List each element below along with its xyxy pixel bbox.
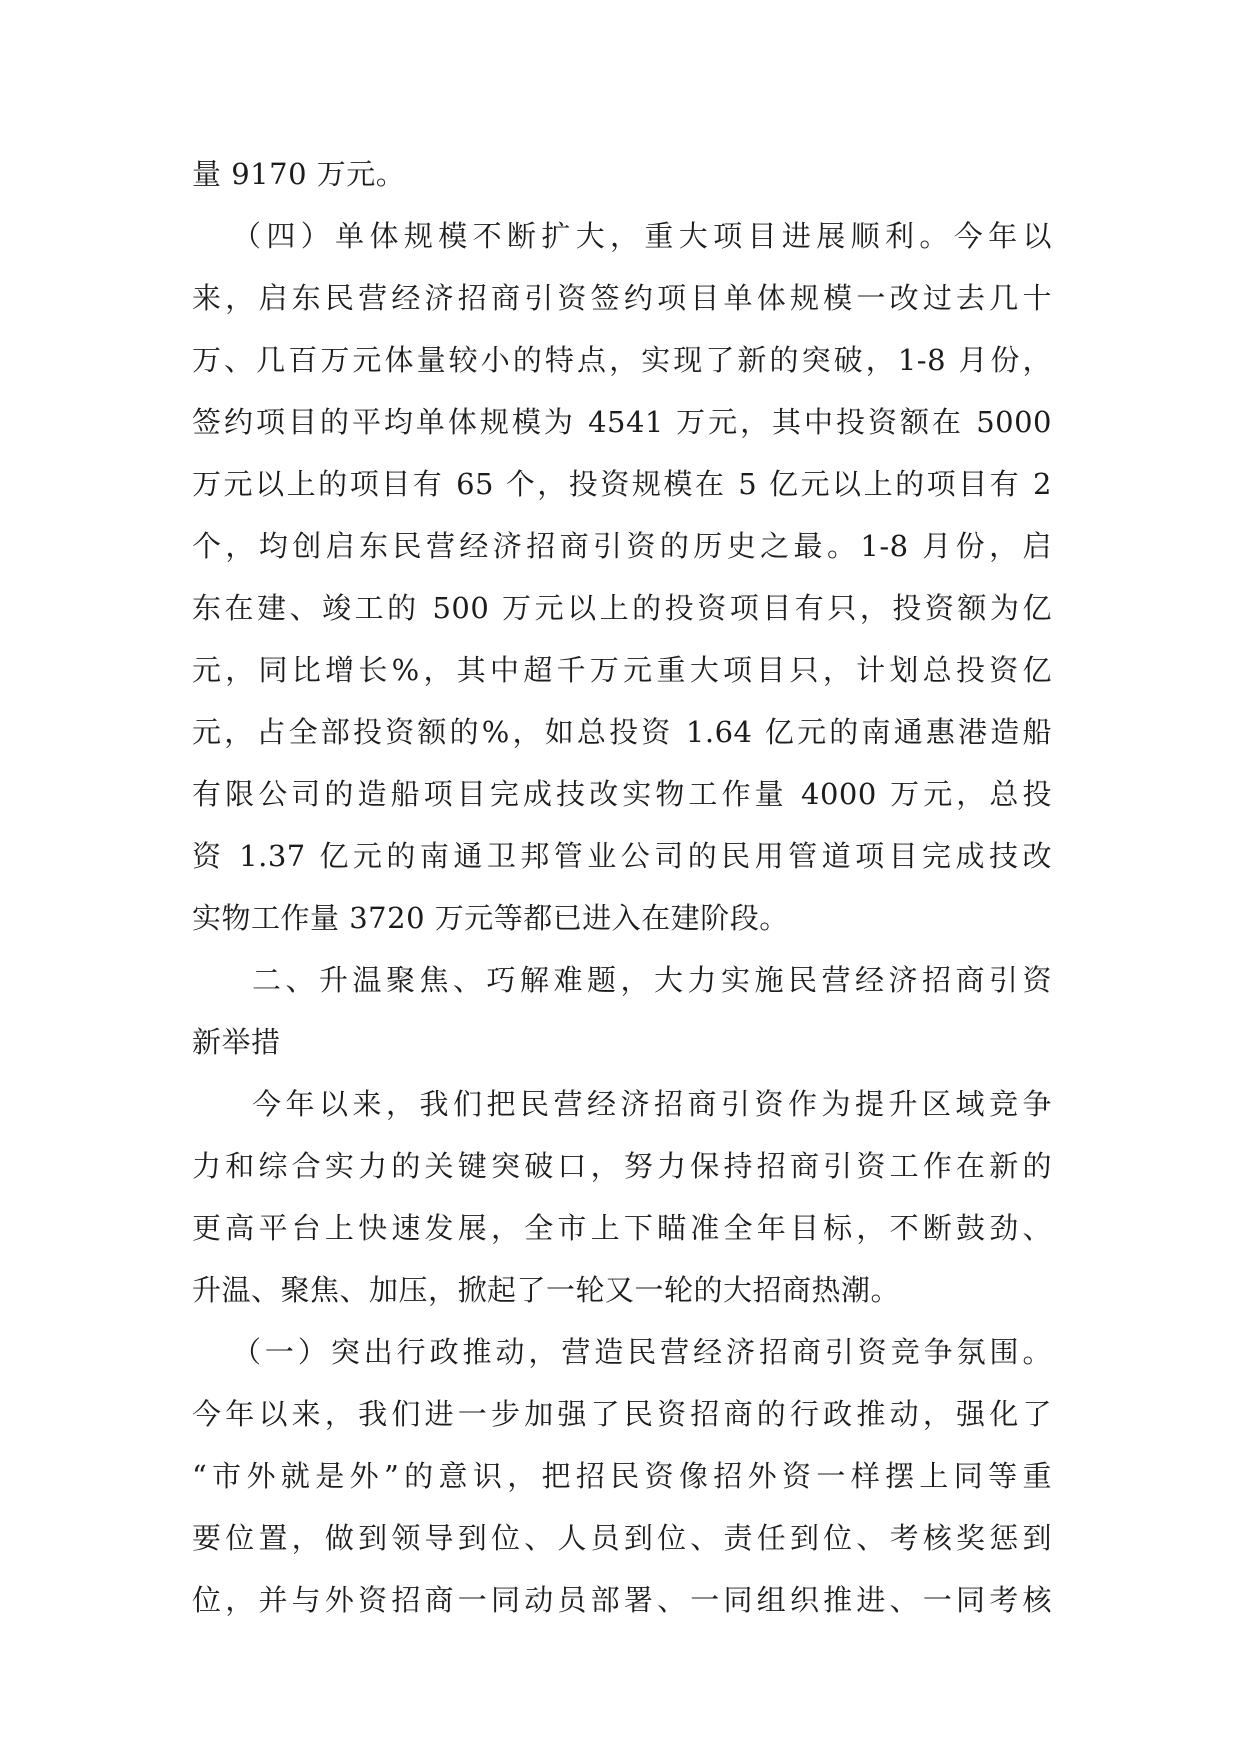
text-line: 万元以上的项目有 65 个，投资规模在 5 亿元以上的项目有 2 <box>192 467 1052 501</box>
text-line: 位，并与外资招商一同动员部署、一同组织推进、一同考核 <box>192 1583 1052 1617</box>
text-line: 元，占全部投资额的%，如总投资 1.64 亿元的南通惠港造船 <box>192 715 1052 749</box>
text-line: 元，同比增长%，其中超千万元重大项目只，计划总投资亿 <box>192 653 1052 687</box>
section-heading-line: 新举措 <box>192 1025 281 1059</box>
text-line: 实物工作量 3720 万元等都已进入在建阶段。 <box>192 901 789 935</box>
text-line: 资 1.37 亿元的南通卫邦管业公司的民用管道项目完成技改 <box>192 839 1052 873</box>
text-line: 万、几百万元体量较小的特点，实现了新的突破，1-8 月份， <box>192 343 1052 377</box>
text-line: 升温、聚焦、加压，掀起了一轮又一轮的大招商热潮。 <box>192 1273 901 1307</box>
text-line: 更高平台上快速发展，全市上下瞄准全年目标，不断鼓劲、 <box>192 1211 1052 1245</box>
section-heading-line: 二、升温聚焦、巧解难题，大力实施民营经济招商引资 <box>252 963 1052 997</box>
text-line: （四）单体规模不断扩大，重大项目进展顺利。今年以 <box>232 219 1052 253</box>
text-line: 要位置，做到领导到位、人员到位、责任到位、考核奖惩到 <box>192 1521 1052 1555</box>
text-line: 力和综合实力的关键突破口，努力保持招商引资工作在新的 <box>192 1149 1052 1183</box>
text-line: （一）突出行政推动，营造民营经济招商引资竞争氛围。 <box>232 1335 1052 1369</box>
text-line: 个，均创启东民营经济招商引资的历史之最。1-8 月份，启 <box>192 529 1052 563</box>
text-line: 东在建、竣工的 500 万元以上的投资项目有只，投资额为亿 <box>192 591 1052 625</box>
text-line: “市外就是外”的意识，把招民资像招外资一样摆上同等重 <box>192 1459 1052 1493</box>
text-line: 今年以来，我们进一步加强了民资招商的行政推动，强化了 <box>192 1397 1052 1431</box>
text-line: 今年以来，我们把民营经济招商引资作为提升区域竞争 <box>252 1087 1052 1121</box>
text-line: 来，启东民营经济招商引资签约项目单体规模一改过去几十 <box>192 281 1052 315</box>
text-line: 有限公司的造船项目完成技改实物工作量 4000 万元，总投 <box>192 777 1052 811</box>
text-line: 签约项目的平均单体规模为 4541 万元，其中投资额在 5000 <box>192 405 1052 439</box>
text-line: 量 9170 万元。 <box>192 157 406 191</box>
